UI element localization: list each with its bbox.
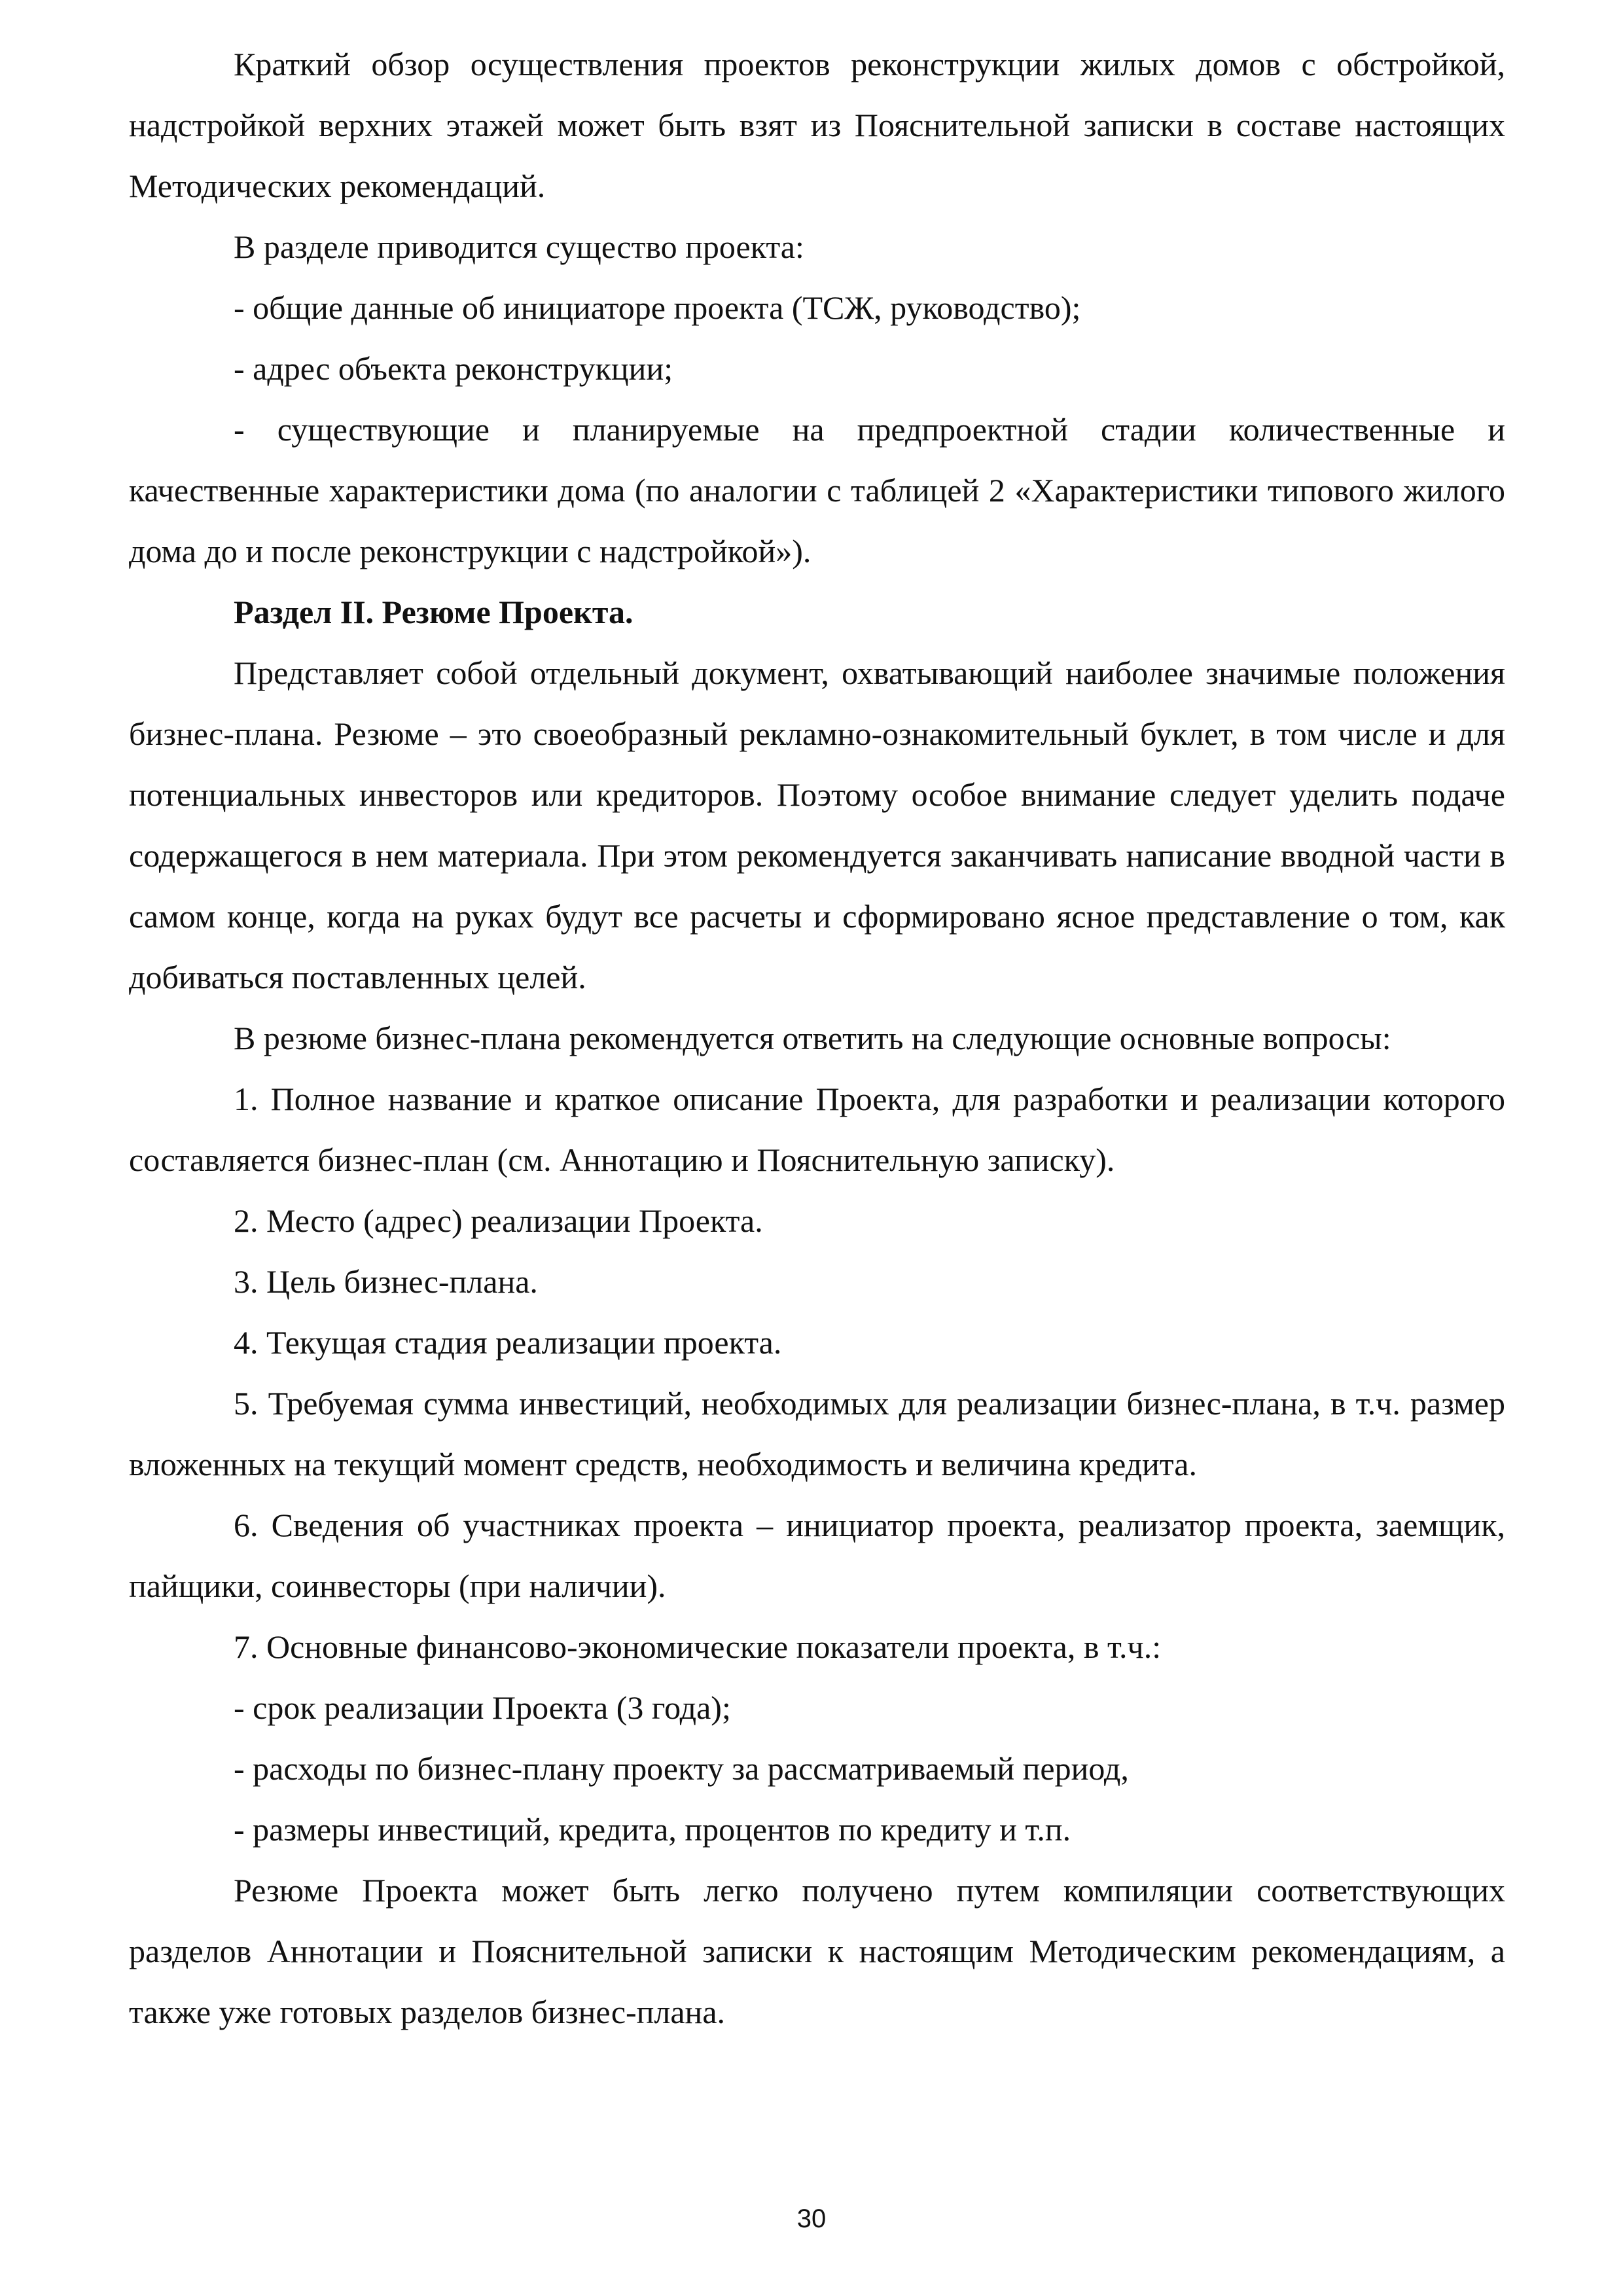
paragraph-overview: Краткий обзор осуществления проектов реконструкции жилых домов с обстройкой, надстройкой верхних этажей может быть взят из Пояснительной записки в составе настоящих Методических рекомендаций. bbox=[129, 46, 1505, 204]
section-heading: Раздел II. Резюме Проекта. bbox=[234, 594, 633, 630]
page-number: 30 bbox=[796, 2204, 827, 2233]
page-body bbox=[129, 34, 1505, 2043]
list-item-6: 6. Сведения об участниках проекта – инициатор проекта, реализатор проекта, заемщик, пайщики, соинвесторы (при наличии). bbox=[129, 1507, 1505, 1604]
paragraph-section-intro: В разделе приводится существо проекта: bbox=[234, 228, 804, 265]
list-item-7: 7. Основные финансово-экономические показатели проекта, в т.ч.: bbox=[234, 1628, 1162, 1665]
list-item-5: 5. Требуемая сумма инвестиций, необходимых для реализации бизнес-плана, в т.ч. размер вложенных на текущий момент средств, необходимость и величина кредита. bbox=[129, 1385, 1505, 1482]
sub-item-term: - срок реализации Проекта (3 года); bbox=[234, 1689, 731, 1726]
list-item-address: - адрес объекта реконструкции; bbox=[234, 350, 673, 387]
paragraph-summary-description: Представляет собой отдельный документ, охватывающий наиболее значимые положения бизнес-плана. Резюме – это своеобразный рекламно-ознакомительный буклет, в том числе и для потенциальных инвесторов или кредиторов. Поэтому особое внимание следует уделить подаче содержащегося в нем материала. При этом рекомендуется заканчивать написание вводной части в самом конце, когда на руках будут все расчеты и сформировано ясное представление о том, как добиваться поставленных целей. bbox=[129, 655, 1505, 996]
paragraph-questions-intro: В резюме бизнес-плана рекомендуется ответить на следующие основные вопросы: bbox=[234, 1020, 1391, 1056]
list-item-3: 3. Цель бизнес-плана. bbox=[234, 1263, 538, 1300]
list-item-1: 1. Полное название и краткое описание Проекта, для разработки и реализации которого составляется бизнес-план (см. Аннотацию и Пояснительную записку). bbox=[129, 1081, 1505, 1178]
sub-item-investments: - размеры инвестиций, кредита, процентов по кредиту и т.п. bbox=[234, 1811, 1071, 1848]
list-item-characteristics: - существующие и планируемые на предпроектной стадии количественные и качественные характеристики дома (по аналогии с таблицей 2 «Характеристики типового жилого дома до и после реконструкции с надстройкой»). bbox=[129, 411, 1505, 569]
list-item-initiator: - общие данные об инициаторе проекта (ТСЖ, руководство); bbox=[234, 289, 1081, 326]
list-item-2: 2. Место (адрес) реализации Проекта. bbox=[234, 1202, 763, 1239]
list-item-4: 4. Текущая стадия реализации проекта. bbox=[234, 1324, 782, 1361]
paragraph-conclusion: Резюме Проекта может быть легко получено путем компиляции соответствующих разделов Аннотации и Пояснительной записки к настоящим Методическим рекомендациям, а также уже готовых разделов бизнес-плана. bbox=[129, 1872, 1505, 2030]
sub-item-expenses: - расходы по бизнес-плану проекту за рассматриваемый период, bbox=[234, 1750, 1129, 1787]
